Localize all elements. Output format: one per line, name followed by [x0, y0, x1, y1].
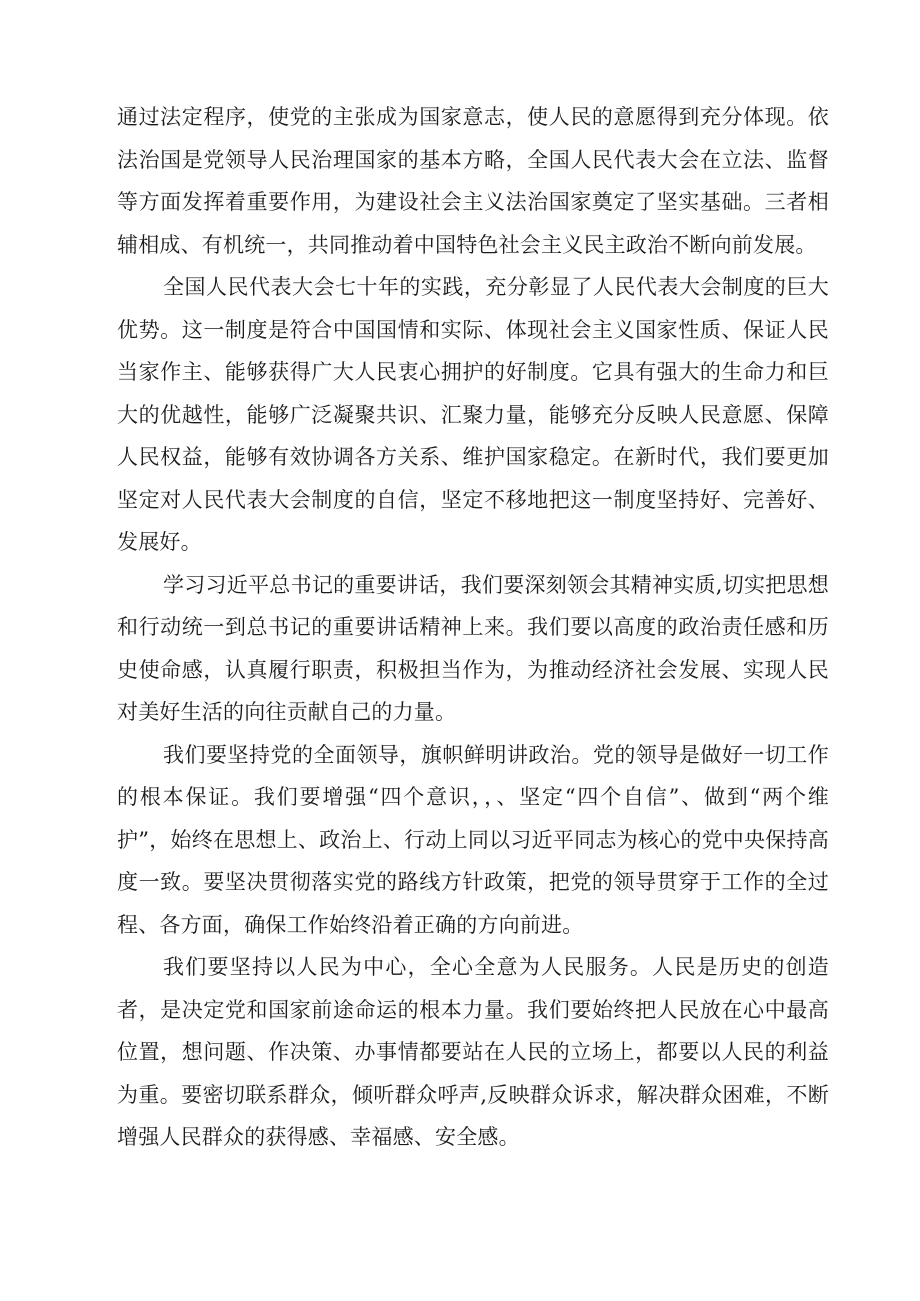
- paragraph-1: 通过法定程序，使党的主张成为国家意志，使人民的意愿得到充分体现。依法治国是党领导人民治理国家的基本方略，全国人民代表大会在立法、监督等方面发挥着重要作用，为建设社会主义法治国家奠定了坚实基础。三者相辅相成、有机统一，共同推动着中国特色社会主义民主政治不断向前发展。: [117, 105, 829, 257]
- document-body: [117, 96, 829, 1159]
- paragraph-2: 全国人民代表大会七十年的实践，充分彰显了人民代表大会制度的巨大优势。这一制度是符合中国国情和实际、体现社会主义国家性质、保证人民当家作主、能够获得广大人民衷心拥护的好制度。它具有强大的生命力和巨大的优越性，能够广泛凝聚共识、汇聚力量，能够充分反映人民意愿、保障人民权益，能够有效协调各方关系、维护国家稳定。在新时代，我们要更加坚定对人民代表大会制度的自信，坚定不移地把这一制度坚持好、完善好、发展好。: [117, 275, 829, 554]
- paragraph-3: 学习习近平总书记的重要讲话，我们要深刻领会其精神实质,切实把思想和行动统一到总书记的重要讲话精神上来。我们要以高度的政治责任感和历史使命感，认真履行职责，积极担当作为，为推动经济社会发展、实现人民对美好生活的向往贡献自己的力量。: [117, 572, 829, 724]
- paragraph-5: 我们要坚持以人民为中心，全心全意为人民服务。人民是历史的创造者，是决定党和国家前途命运的根本力量。我们要始终把人民放在心中最高位置，想问题、作决策、办事情都要站在人民的立场上，都要以人民的利益为重。要密切联系群众，倾听群众呼声,反映群众诉求，解决群众困难，不断增强人民群众的获得感、幸福感、安全感。: [117, 955, 829, 1149]
- paragraph-4: 我们要坚持党的全面领导，旗帜鲜明讲政治。党的领导是做好一切工作的根本保证。我们要增强“四个意识，，、坚定“四个自信”、做到“两个维护”，始终在思想上、政治上、行动上同以习近平同志为核心的党中央保持高度一致。要坚决贯彻落实党的路线方针政策，把党的领导贯穿于工作的全过程、各方面，确保工作始终沿着正确的方向前进。: [117, 742, 829, 937]
